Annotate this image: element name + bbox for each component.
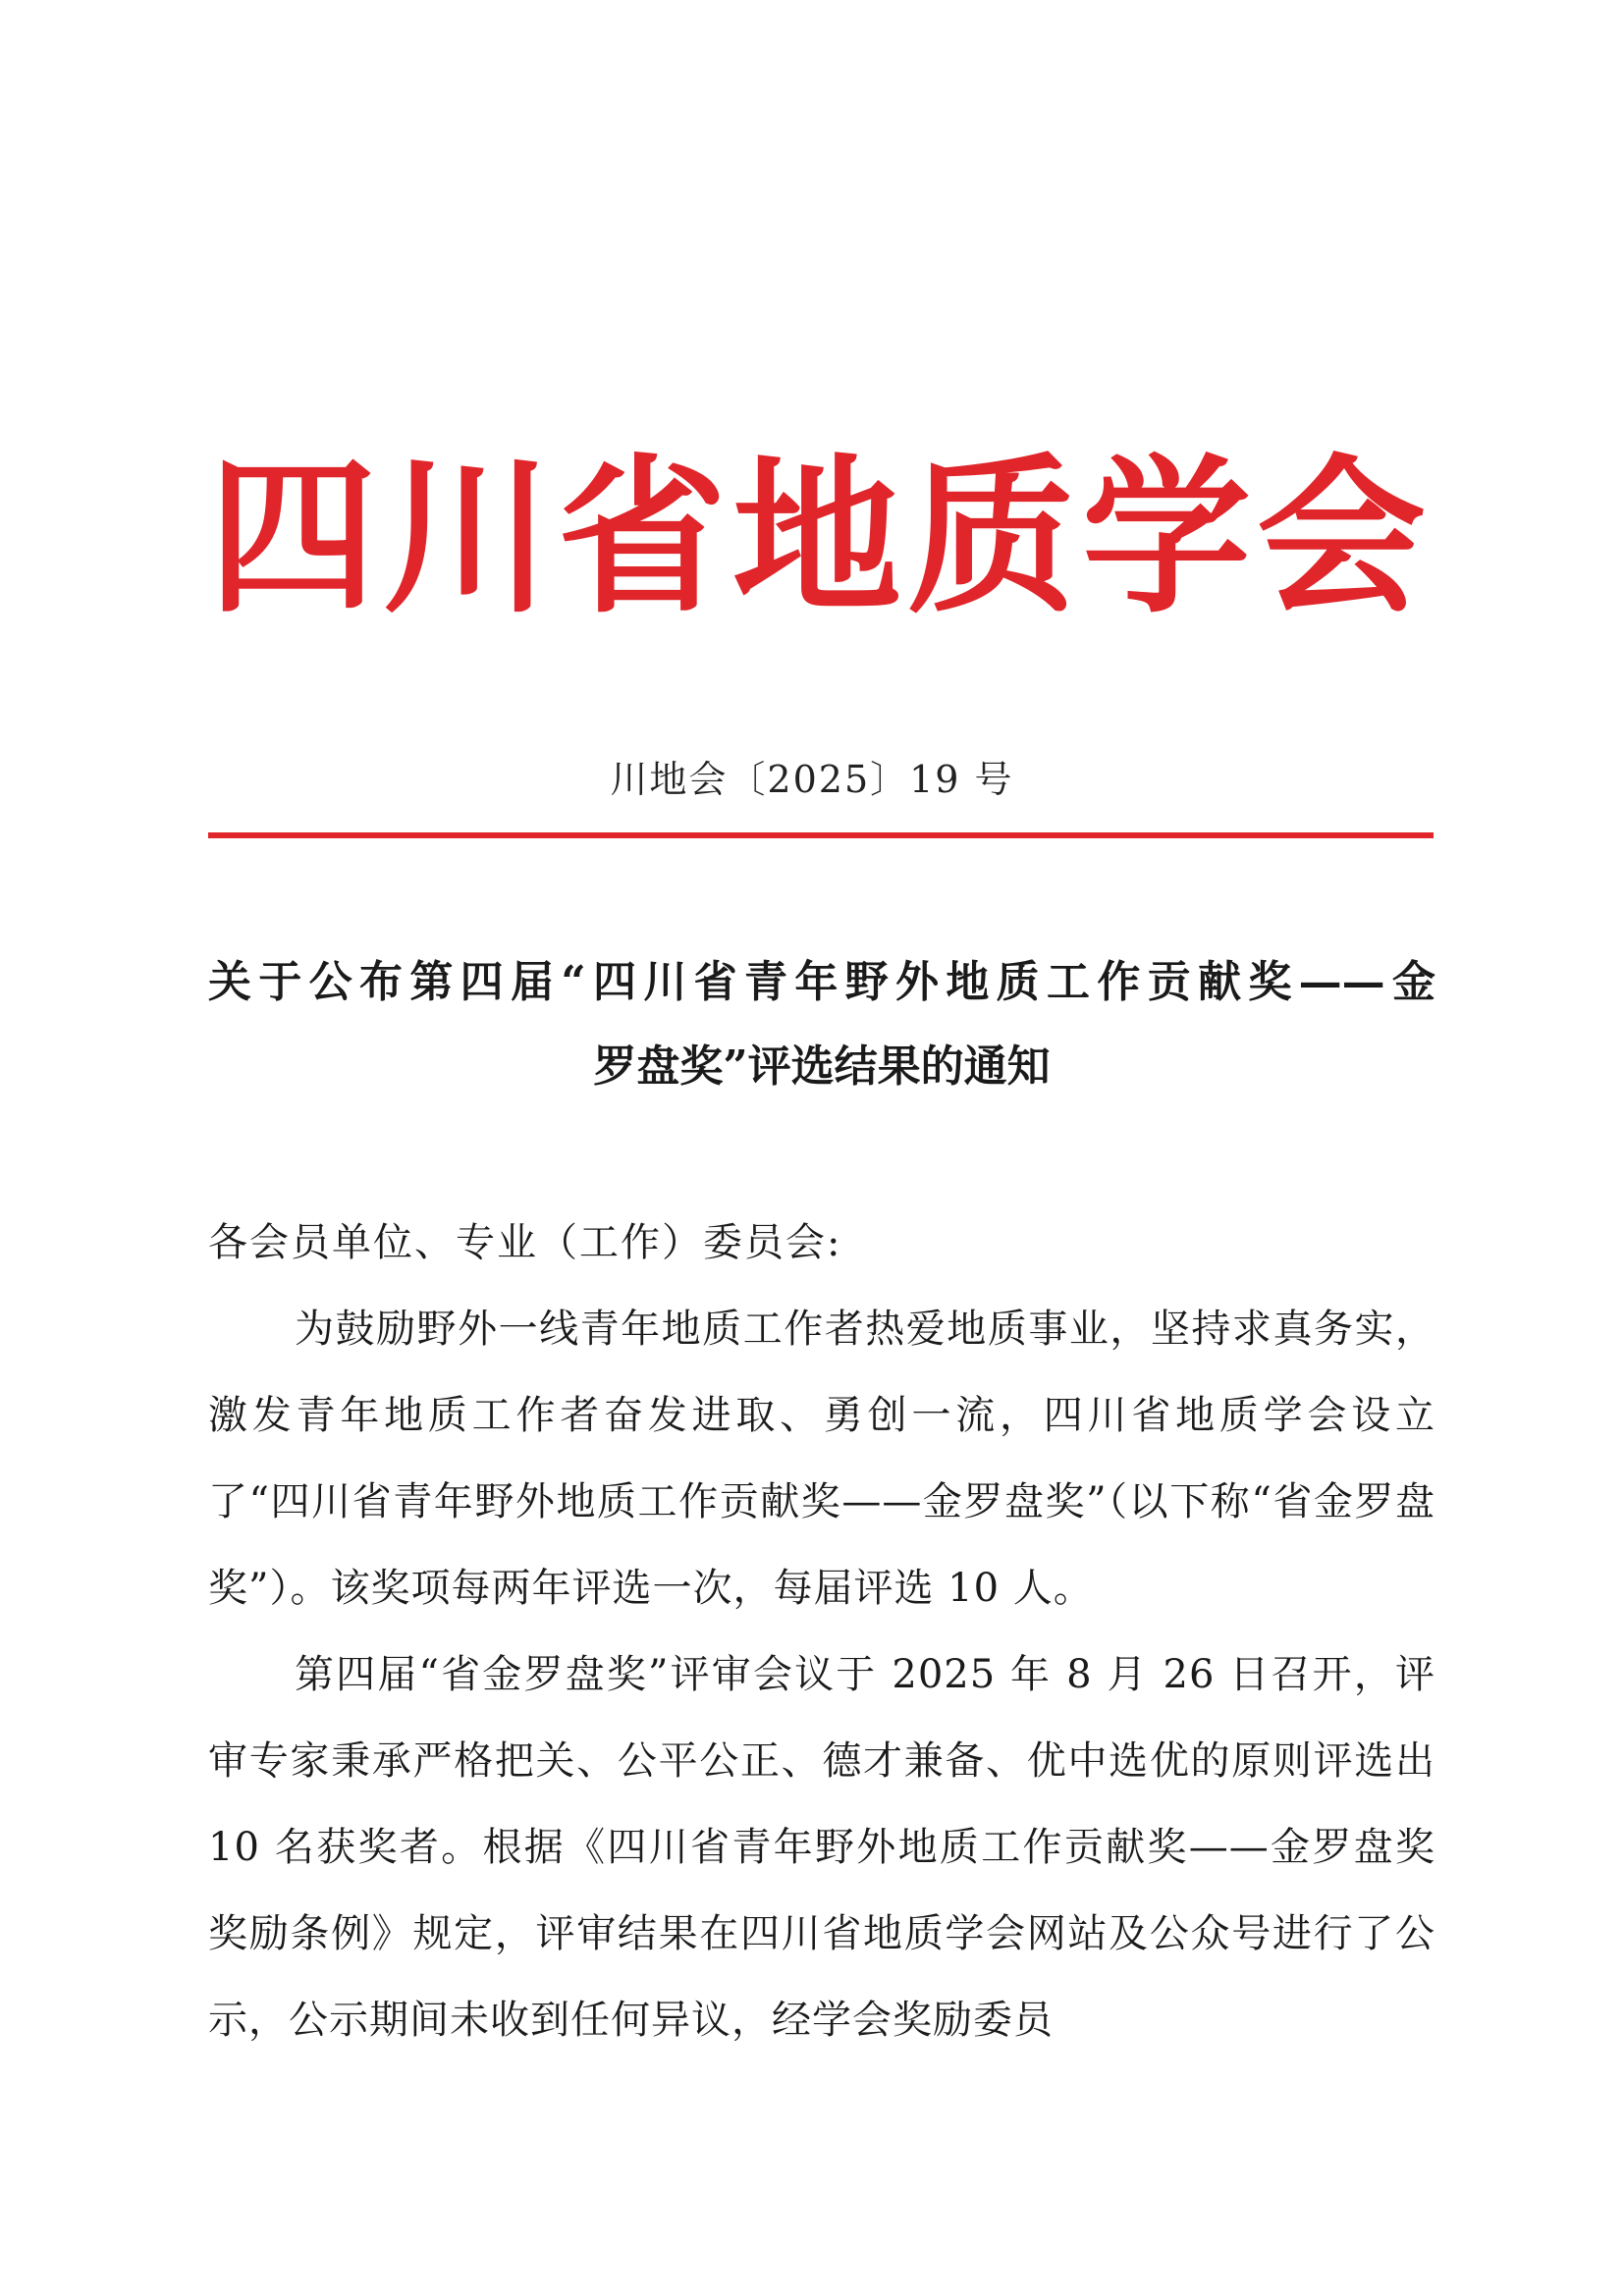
salutation: 各会员单位、专业（工作）委员会: — [208, 1220, 842, 1265]
masthead-glyph: 地 — [732, 439, 901, 636]
red-divider-line — [208, 832, 1434, 838]
notice-title-line-1: 关于公布第四届“四川省青年野外地质工作贡献奖——金 — [208, 957, 1435, 1007]
body-paragraph-2: 第四届“省金罗盘奖”评审会议于 2025 年 8 月 26 日召开，评审专家秉承严格把关、公平公正、德才兼备、优中选优的原则评选出 10 名获奖者。根据《四川省青年野外地质工作贡献奖——金罗盘奖奖励条例》规定，评审结果在四川省地质学会网站及公众号进行了公示，公示期间未收到任何异议，经学会奖励委员 — [208, 1652, 1435, 2043]
masthead-glyph: 会 — [1257, 439, 1426, 636]
masthead-glyph: 学 — [1082, 439, 1251, 636]
body-paragraph-1: 为鼓励野外一线青年地质工作者热爱地质事业，坚持求真务实，激发青年地质工作者奋发进取、勇创一流，四川省地质学会设立了“四川省青年野外地质工作贡献奖——金罗盘奖”（以下称“省金罗盘奖”）。该奖项每两年评选一次，每届评选 10 人。 — [208, 1307, 1435, 1611]
masthead-title — [208, 439, 1426, 636]
masthead-glyph: 川 — [383, 439, 552, 636]
notice-title-line-2: 罗盘奖”评选结果的通知 — [593, 1041, 1051, 1092]
notice-body — [208, 1200, 1435, 2063]
masthead-glyph: 四 — [208, 439, 377, 636]
masthead-glyph: 省 — [558, 439, 727, 636]
document-number: 川地会〔2025〕19 号 — [610, 758, 1014, 801]
masthead-glyph: 质 — [907, 439, 1076, 636]
notice-title — [208, 940, 1435, 1109]
